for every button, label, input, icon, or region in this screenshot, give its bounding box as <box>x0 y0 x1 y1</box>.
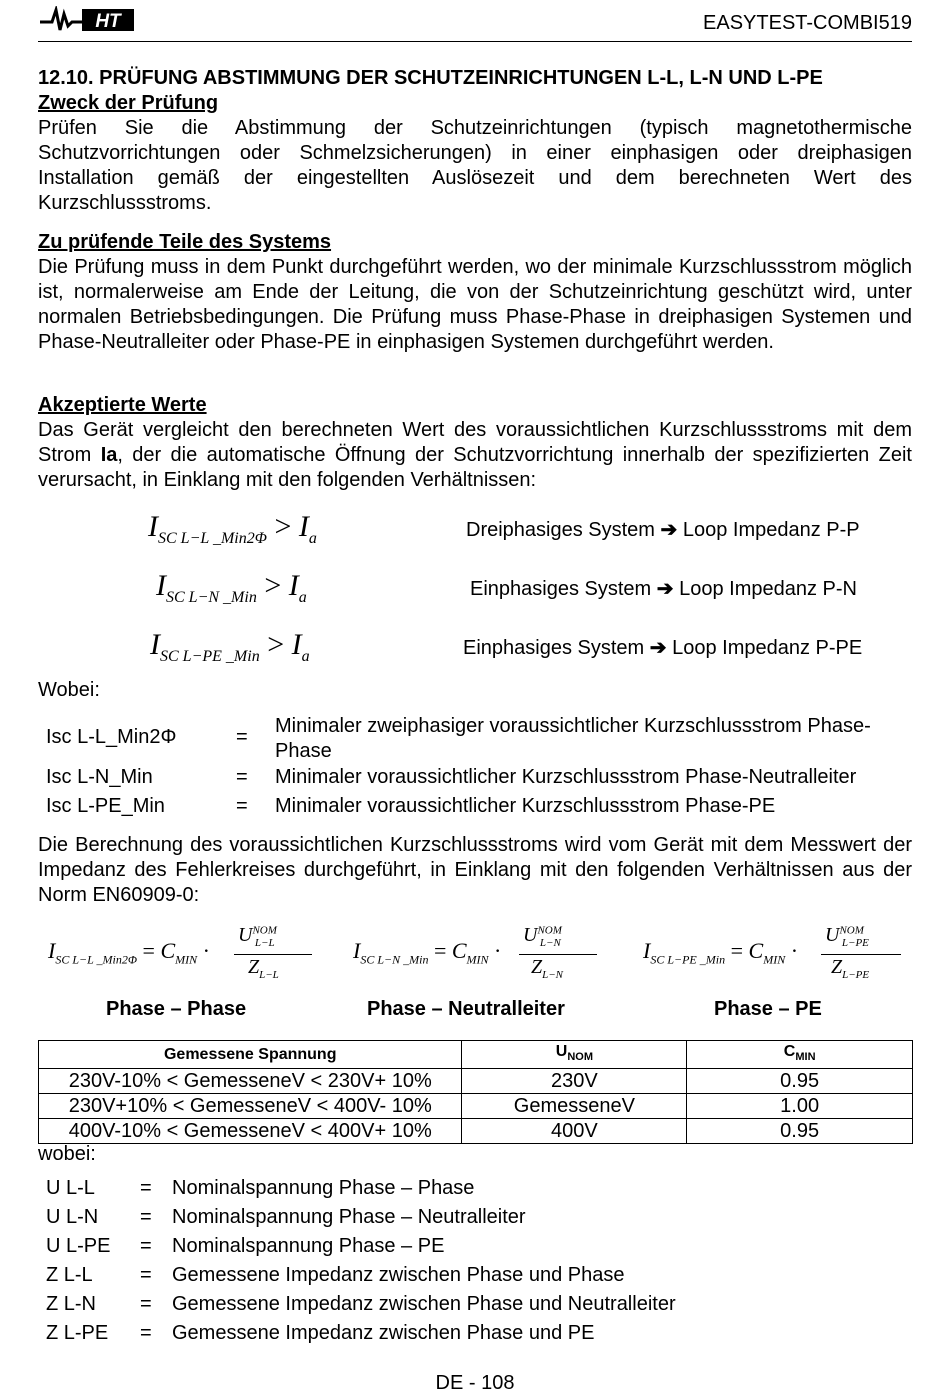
symbol-desc-2: Nominalspannung Phase – Neutralleiter <box>172 1206 526 1228</box>
purpose-text: Prüfen Sie die Abstimmung der Schutzeinrichtungen (typisch magnetothermische Schutzvorrichtungen oder Schmelzsicherungen) in einer einphasigen oder dreiphasigen Installation gemäß der eingestellten Auslösezeit und dem berechneten Wert des Kurzschlussstroms. <box>38 117 912 214</box>
table-cell: 400V-10% < GemesseneV < 400V+ 10% <box>39 1119 462 1144</box>
symbol-desc-1: Nominalspannung Phase – Phase <box>172 1177 475 1199</box>
calculation-text: Die Berechnung des voraussichtlichen Kurzschlussstroms wird vom Gerät mit dem Messwert der Impedanz des Fehlerkreises durchgeführt, in Einklang mit den folgenden Verhältnissen aus der Norm EN60909-0: <box>38 834 912 906</box>
accepted-heading: Akzeptierte Werte <box>38 394 207 416</box>
table-cell: 230V-10% < GemesseneV < 230V+ 10% <box>39 1069 462 1094</box>
symbol-eq-2: = <box>140 1206 152 1228</box>
condition-formula-3: $I_{SC L-PE \_Min} > I_a$ <box>150 628 310 665</box>
symbol-eq-3: = <box>140 1235 152 1257</box>
accepted-text: Das Gerät vergleicht den berechneten Wert des voraussichtlichen Kurzschlussstroms mit dem Strom Ia, der die automatische Öffnung der Schutzvorrichtung innerhalb der spezifizierten Zeit verursacht, in Einklang mit den folgenden Verhältnissen: <box>38 419 912 491</box>
table-row <box>39 1069 913 1094</box>
symbol-desc-3: Nominalspannung Phase – PE <box>172 1235 445 1257</box>
definition-eq-2: = <box>236 766 248 788</box>
table-cell: 230V <box>462 1069 687 1094</box>
table-header-cmin: $C_{MIN}$ <box>687 1041 913 1069</box>
document-code: EASYTEST-COMBI519 <box>703 12 912 34</box>
definition-eq-3: = <box>236 795 248 817</box>
page-number: DE - 108 <box>435 1372 515 1394</box>
wobei-label-1: Wobei: <box>38 679 100 701</box>
table-header-unom: $U_{NOM}$ <box>462 1041 687 1069</box>
voltage-table <box>38 1040 913 1144</box>
symbol-desc-5: Gemessene Impedanz zwischen Phase und Neutralleiter <box>172 1293 676 1315</box>
symbol-desc-6: Gemessene Impedanz zwischen Phase und PE <box>172 1322 595 1344</box>
condition-label-3: Einphasiges System ➔ Loop Impedanz P-PE <box>463 637 863 659</box>
formula-phase-neutral: $I_{SC L-N \_Min} = C_{MIN}$ · $U^{NOM}_{L-N}$ $Z_{L-N}$ <box>353 926 633 986</box>
formula-caption-2: Phase – Neutralleiter <box>367 998 565 1020</box>
table-row <box>39 1094 913 1119</box>
condition-label-2: Einphasiges System ➔ Loop Impedanz P-N <box>470 578 857 600</box>
table-cell: GemesseneV <box>462 1094 687 1119</box>
table-cell: 1.00 <box>687 1094 913 1119</box>
condition-label-1: Dreiphasiges System ➔ Loop Impedanz P-P <box>466 519 860 541</box>
formula-phase-pe: $I_{SC L-PE \_Min} = C_{MIN}$ · $U^{NOM}_{L-PE}$ $Z_{L-PE}$ <box>643 926 913 986</box>
definition-term-1: Isc L-L_Min2Φ <box>46 726 177 748</box>
parts-text: Die Prüfung muss in dem Punkt durchgeführt werden, wo der minimale Kurzschlussstrom möglich ist, normalerweise am Ende der Leitung, die von der Schutzeinrichtung geschützt wird, unter normalen Betriebsbedingungen. Die Prüfung muss Phase-Phase in dreiphasigen Systemen und Phase-Neutralleiter oder Phase-PE in einphasigen Systemen durchgeführt werden. <box>38 256 912 353</box>
definition-eq-1: = <box>236 726 248 748</box>
table-header-row <box>39 1041 913 1069</box>
symbol-desc-4: Gemessene Impedanz zwischen Phase und Phase <box>172 1264 625 1286</box>
symbol-eq-5: = <box>140 1293 152 1315</box>
arrow-right-icon: ➔ <box>649 637 667 659</box>
table-cell: 230V+10% < GemesseneV < 400V- 10% <box>39 1094 462 1119</box>
table-cell: 0.95 <box>687 1069 913 1094</box>
condition-formula-1: $I_{SC L-L \_Min2\Phi} > I_a$ <box>148 510 317 547</box>
definition-term-2: Isc L-N_Min <box>46 766 153 788</box>
logo-text: HT <box>95 11 121 32</box>
definition-desc-3: Minimaler voraussichtlicher Kurzschlussstrom Phase-PE <box>275 795 776 817</box>
symbol-eq-6: = <box>140 1322 152 1344</box>
condition-formula-2: $I_{SC L-N \_Min} > I_a$ <box>156 569 307 606</box>
table-row <box>39 1119 913 1144</box>
formula-caption-1: Phase – Phase <box>106 998 247 1020</box>
header-rule <box>38 41 912 42</box>
symbol-term-3: U L-PE <box>46 1235 111 1257</box>
formula-caption-3: Phase – PE <box>714 998 822 1020</box>
table-header-voltage: Gemessene Spannung <box>39 1041 462 1069</box>
purpose-heading: Zweck der Prüfung <box>38 92 219 114</box>
arrow-right-icon: ➔ <box>656 578 674 600</box>
section-title: 12.10. PRÜFUNG ABSTIMMUNG DER SCHUTZEINRICHTUNGEN L-L, L-N UND L-PE <box>38 67 823 89</box>
definition-desc-1: Minimaler zweiphasiger voraussichtlicher Kurzschlussstrom Phase-Phase <box>275 715 871 762</box>
formula-phase-phase: $I_{SC L-L \_Min2\Phi} = C_{MIN}$ · $U^{NOM}_{L-L}$ $Z_{L-L}$ <box>48 926 328 986</box>
symbol-term-1: U L-L <box>46 1177 95 1199</box>
arrow-right-icon: ➔ <box>660 519 678 541</box>
parts-heading: Zu prüfende Teile des Systems <box>38 231 332 253</box>
symbol-eq-1: = <box>140 1177 152 1199</box>
symbol-eq-4: = <box>140 1264 152 1286</box>
symbol-term-5: Z L-N <box>46 1293 96 1315</box>
symbol-term-4: Z L-L <box>46 1264 93 1286</box>
definition-term-3: Isc L-PE_Min <box>46 795 165 817</box>
definition-desc-2: Minimaler voraussichtlicher Kurzschlussstrom Phase-Neutralleiter <box>275 766 857 788</box>
symbol-term-2: U L-N <box>46 1206 99 1228</box>
symbol-term-6: Z L-PE <box>46 1322 109 1344</box>
wobei-label-2: wobei: <box>38 1143 96 1165</box>
table-cell: 400V <box>462 1119 687 1144</box>
table-cell: 0.95 <box>687 1119 913 1144</box>
ht-logo <box>38 6 140 34</box>
